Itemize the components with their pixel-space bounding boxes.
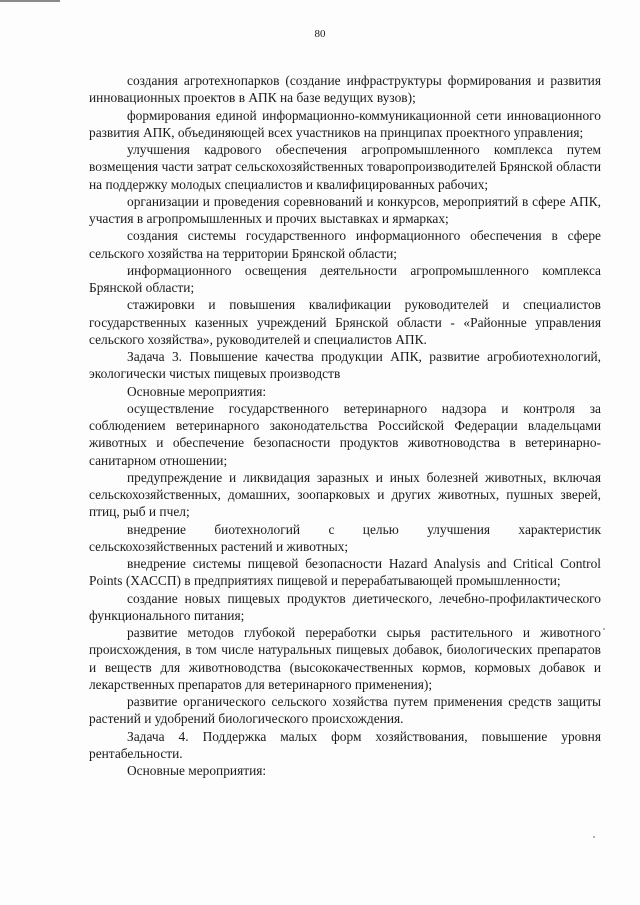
paragraph: осуществление государственного ветеринарного надзора и контроля за соблюдением ветеринарного законодательства Российской Федерации владельцами животных и обеспечение безопасности продуктов животноводства в ветеринарно-санитарном отношении;	[89, 400, 601, 468]
page-number: 80	[314, 28, 326, 40]
main-activities-label: Основные мероприятия:	[127, 763, 267, 778]
scan-speck	[593, 836, 595, 838]
task-heading: Задача 3. Повышение качества продукции АПК, развитие агробиотехнологий, экологически чистых пищевых производств	[89, 349, 601, 382]
task-heading: Задача 4. Поддержка малых форм хозяйствования, повышение уровня рентабельности.	[89, 728, 601, 761]
paragraph: создания системы государственного информационного обеспечения в сфере сельского хозяйства на территории Брянской области;	[89, 228, 601, 261]
scan-corner-mark	[0, 0, 60, 2]
document-body	[89, 72, 601, 779]
paragraph: стажировки и повышения квалификации руководителей и специалистов государственных казенных учреждений Брянской области - «Районные управления сельского хозяйства», руководителей и специалистов АПК.	[89, 297, 601, 347]
main-activities-label: Основные мероприятия:	[127, 383, 267, 399]
paragraph: внедрение биотехнологий с целью улучшения характеристик сельскохозяйственных растений и животных;	[89, 521, 601, 554]
paragraph: улучшения кадрового обеспечения агропромышленного комплекса путем возмещения части затрат сельскохозяйственных товаропроизводителей Брянской области на поддержку молодых специалистов и квалифицированных рабочих;	[89, 142, 601, 192]
paragraph: развитие органического сельского хозяйства путем применения средств защиты растений и удобрений биологического происхождения.	[89, 694, 601, 727]
scan-speck	[603, 628, 605, 630]
paragraph: внедрение системы пищевой безопасности Hazard Analysis and Critical Control Points (ХАССП) в предприятиях пищевой и перерабатывающей промышленности;	[89, 556, 601, 589]
paragraph: создание новых пищевых продуктов диетического, лечебно-профилактического функционального питания;	[89, 590, 601, 623]
paragraph: информационного освещения деятельности агропромышленного комплекса Брянской области;	[89, 262, 601, 295]
paragraph: развитие методов глубокой переработки сырья растительного и животного происхождения, в том числе натуральных пищевых добавок, биологических препаратов и веществ для животноводства (высококачественных кормов, кормовых добавок и лекарственных препаратов для ветеринарного применения);	[89, 625, 601, 692]
paragraph: формирования единой информационно-коммуникационной сети инновационного развития АПК, объединяющей всех участников на принципах проектного управления;	[89, 107, 601, 140]
paragraph: создания агротехнопарков (создание инфраструктуры формирования и развития инновационных проектов в АПК на базе ведущих вузов);	[89, 73, 601, 106]
paragraph: предупреждение и ликвидация заразных и иных болезней животных, включая сельскохозяйственных, домашних, зоопарковых и других животных, пушных зверей, птиц, рыб и пчел;	[89, 469, 601, 520]
paragraph: организации и проведения соревнований и конкурсов, мероприятий в сфере АПК, участия в агропромышленных и прочих выставках и ярмарках;	[89, 193, 601, 226]
